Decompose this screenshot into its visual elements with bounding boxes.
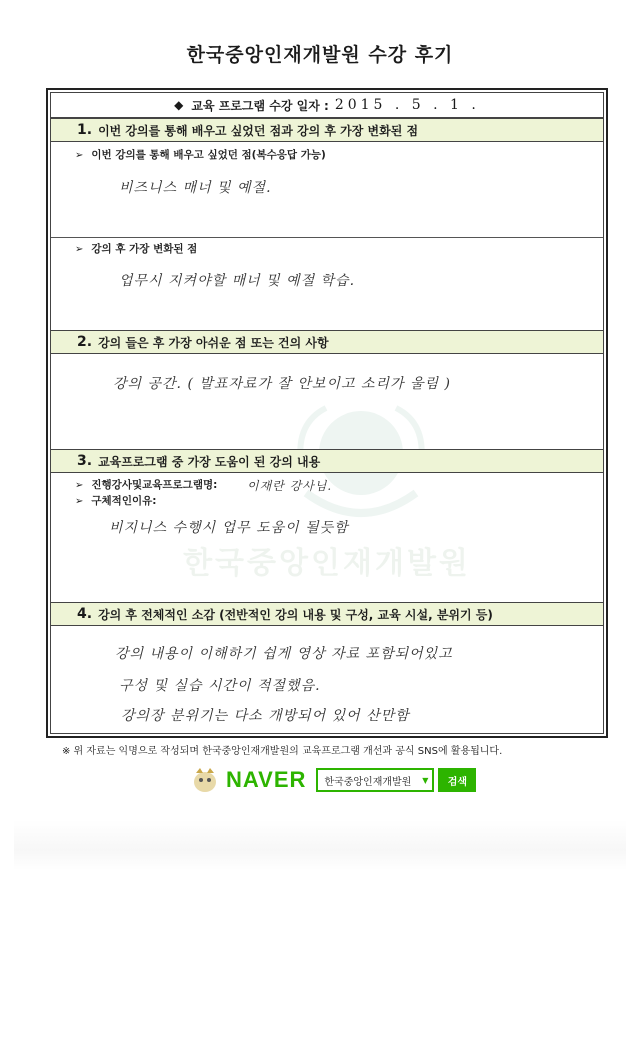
- section1-header: [51, 118, 603, 142]
- section2-title: 강의 들은 후 가장 아쉬운 점 또는 건의 사항: [98, 335, 329, 350]
- form-inner-border: [50, 92, 604, 734]
- section1-number: 1.: [77, 122, 93, 138]
- page-title: 한국중앙인재개발원 수강 후기: [186, 44, 454, 66]
- section1-answer1[interactable]: 비즈니스 매너 및 예절.: [119, 180, 272, 196]
- section1-question1: [75, 147, 326, 162]
- arrow-icon: ➢: [75, 480, 84, 491]
- section3-header: [51, 449, 603, 473]
- date-row: [51, 93, 603, 118]
- section1-answer2[interactable]: 업무시 지켜야할 매너 및 예절 학습.: [119, 273, 356, 289]
- section1-question2: [75, 241, 197, 256]
- mascot-icon: [190, 765, 220, 795]
- section4-number: 4.: [77, 606, 93, 622]
- date-label: 교육 프로그램 수강 일자 :: [191, 98, 329, 113]
- review-form: [46, 88, 608, 738]
- section3-answer1[interactable]: 이재란 강사님.: [247, 479, 333, 493]
- section4-line2[interactable]: 구성 및 실습 시간이 적절했음.: [119, 678, 321, 694]
- date-value[interactable]: 2015 . 5 . 1 .: [334, 97, 480, 113]
- arrow-icon: ➢: [75, 244, 84, 255]
- search-button[interactable]: 검색: [438, 768, 476, 792]
- naver-search-banner: [190, 762, 476, 798]
- section3-answer2[interactable]: 비지니스 수행시 업무 도움이 될듯함: [109, 520, 349, 536]
- section1-divider: [51, 237, 603, 238]
- section3-question1: [75, 477, 217, 492]
- section2-number: 2.: [77, 334, 93, 350]
- naver-brand-text: NAVER: [226, 767, 307, 792]
- section2-answer[interactable]: 강의 공간. ( 발표자료가 잘 안보이고 소리가 울림 ): [113, 376, 451, 392]
- arrow-icon: ➢: [75, 496, 84, 507]
- naver-logo: [190, 765, 306, 795]
- chevron-down-icon: ▼: [422, 775, 429, 785]
- scan-shadow: [14, 820, 626, 870]
- section3-title: 교육프로그램 중 가장 도움이 된 강의 내용: [98, 454, 321, 469]
- section1-title: 이번 강의를 통해 배우고 싶었던 점과 강의 후 가장 변화된 점: [98, 123, 419, 138]
- section1-question1-label: 이번 강의를 통해 배우고 싶었던 점(복수응답 가능): [91, 149, 326, 161]
- arrow-icon: ➢: [75, 150, 84, 161]
- watermark-text: 한국중앙인재개발원: [183, 546, 471, 581]
- section1-question2-label: 강의 후 가장 변화된 점: [91, 243, 198, 255]
- section4-line3[interactable]: 강의장 분위기는 다소 개방되어 있어 산만함: [121, 708, 410, 724]
- search-input-value: 한국중앙인재개발원: [324, 776, 412, 788]
- search-input[interactable]: [316, 768, 434, 792]
- section2-header: [51, 330, 603, 354]
- section4-header: [51, 602, 603, 626]
- section3-number: 3.: [77, 453, 93, 469]
- section4-title: 강의 후 전체적인 소감 (전반적인 강의 내용 및 구성, 교육 시설, 분위기 등): [98, 607, 493, 622]
- section3-question2: [75, 493, 156, 508]
- section3-question1-label: 진행강사및교육프로그램명:: [91, 479, 218, 491]
- section3-question2-label: 구체적인이유:: [91, 495, 157, 507]
- diamond-icon: ◆: [174, 98, 184, 112]
- section4-line1[interactable]: 강의 내용이 이해하기 쉽게 영상 자료 포함되어있고: [115, 646, 453, 662]
- footnote: ※ 위 자료는 익명으로 작성되며 한국중앙인재개발원의 교육프로그램 개선과 공식 SNS에 활용됩니다.: [62, 746, 503, 757]
